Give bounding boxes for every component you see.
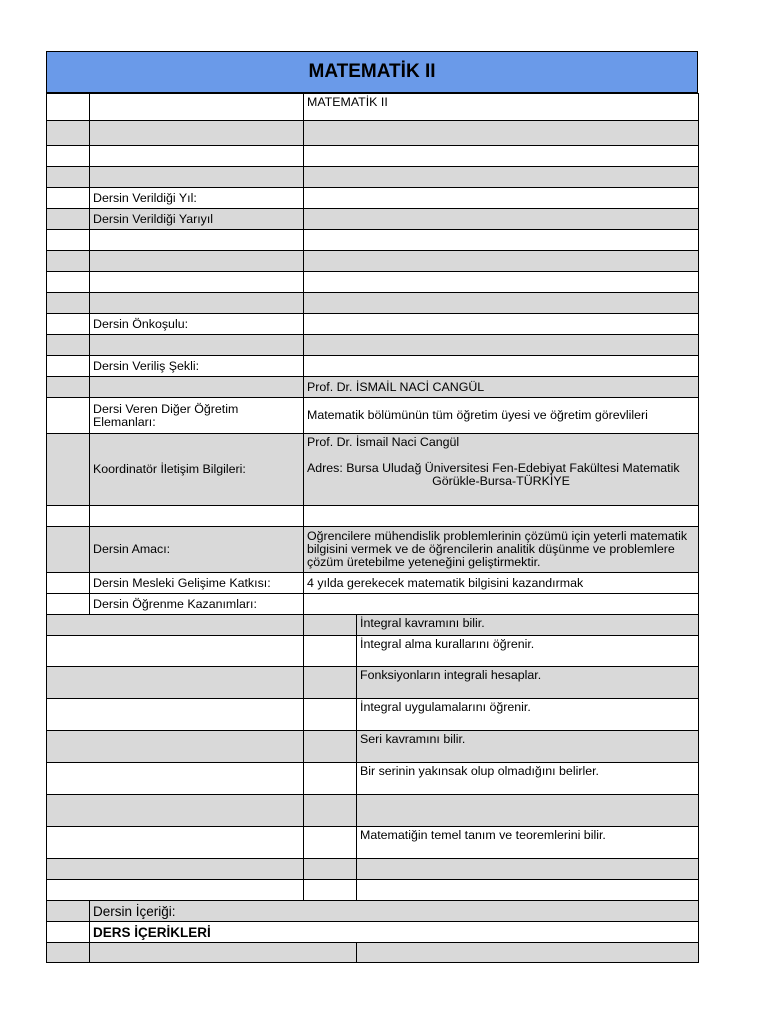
table-row — [47, 209, 699, 230]
page-title: MATEMATİK II — [46, 51, 698, 93]
outcome-text — [357, 795, 699, 827]
table-row — [47, 922, 699, 943]
outcome-row — [47, 667, 699, 699]
table-row — [47, 335, 699, 356]
table-row — [47, 146, 699, 167]
outcome-row — [47, 795, 699, 827]
prof-dev-value: 4 yılda gerekecek matematik bilgisini kazandırmak — [304, 573, 699, 594]
outcome-row — [47, 636, 699, 667]
table-row — [47, 506, 699, 527]
table-row — [47, 594, 699, 615]
aim-label: Dersin Amacı: — [90, 527, 304, 573]
table-row — [47, 230, 699, 251]
coordinator-address-line2: Görükle-Bursa-TÜRKİYE — [432, 474, 570, 488]
outcome-text — [357, 880, 699, 901]
outcome-row — [47, 827, 699, 859]
delivery-label: Dersin Veriliş Şekli: — [90, 356, 304, 377]
outcome-row — [47, 880, 699, 901]
aim-value: Oğrencilere mühendislik problemlerinin çözümü için yeterli matematik bilgisini vermek ve de öğrencilerin analitik düşünme ve problemlere çözüm üretebilme yeteneğini geliştirmektir. — [304, 527, 699, 573]
outcome-row — [47, 731, 699, 763]
year-label: Dersin Verildiği Yıl: — [90, 188, 304, 209]
table-row — [47, 434, 699, 506]
outcomes-label: Dersin Öğrenme Kazanımları: — [90, 594, 304, 615]
table-row — [47, 272, 699, 293]
outcome-row — [47, 699, 699, 731]
course-name-value: MATEMATİK II — [304, 94, 699, 121]
coordinator-label: Koordinatör İletişim Bilgileri: — [90, 434, 304, 506]
outcome-text: İntegral kavramını bilir. — [357, 615, 699, 636]
semester-label: Dersin Verildiği Yarıyıl — [90, 209, 304, 230]
prof-dev-label: Dersin Mesleki Gelişime Katkısı: — [90, 573, 304, 594]
other-staff-label: Dersi Veren Diğer Öğretim Elemanları: — [90, 398, 304, 434]
coordinator-address: Adres: Bursa Uludağ Üniversitesi Fen-Edebiyat Fakültesi Matematik — [307, 461, 680, 475]
table-row — [47, 901, 699, 922]
content-header: DERS İÇERİKLERİ — [90, 922, 699, 943]
course-sheet — [46, 51, 698, 963]
table-row — [47, 356, 699, 377]
outcome-row — [47, 859, 699, 880]
table-row — [47, 293, 699, 314]
table-row — [47, 251, 699, 272]
table-row — [47, 314, 699, 335]
outcome-text — [357, 859, 699, 880]
table-row — [47, 527, 699, 573]
table-row — [47, 377, 699, 398]
outcome-text: Fonksiyonların integrali hesaplar. — [357, 667, 699, 699]
outcome-text: Bir serinin yakınsak olup olmadığını belirler. — [357, 763, 699, 795]
outcome-row — [47, 615, 699, 636]
outcome-text: Seri kavramını bilir. — [357, 731, 699, 763]
table-row — [47, 94, 699, 121]
table-row — [47, 943, 699, 963]
content-label: Dersin İçeriği: — [90, 901, 699, 922]
coordinator-value — [304, 434, 699, 506]
table-row — [47, 167, 699, 188]
course-info-table — [46, 93, 699, 963]
table-row — [47, 398, 699, 434]
outcome-row — [47, 763, 699, 795]
table-row — [47, 573, 699, 594]
instructor-value: Prof. Dr. İSMAİL NACİ CANGÜL — [304, 377, 699, 398]
outcome-text: İntegral alma kurallarını öğrenir. — [357, 636, 699, 667]
outcome-text: İntegral uygulamalarını öğrenir. — [357, 699, 699, 731]
outcome-text: Matematiğin temel tanım ve teoremlerini bilir. — [357, 827, 699, 859]
coordinator-name: Prof. Dr. İsmail Naci Cangül — [307, 435, 460, 449]
table-row — [47, 121, 699, 146]
table-row — [47, 188, 699, 209]
prereq-label: Dersin Önkoşulu: — [90, 314, 304, 335]
other-staff-value: Matematik bölümünün tüm öğretim üyesi ve öğretim görevlileri — [304, 398, 699, 434]
